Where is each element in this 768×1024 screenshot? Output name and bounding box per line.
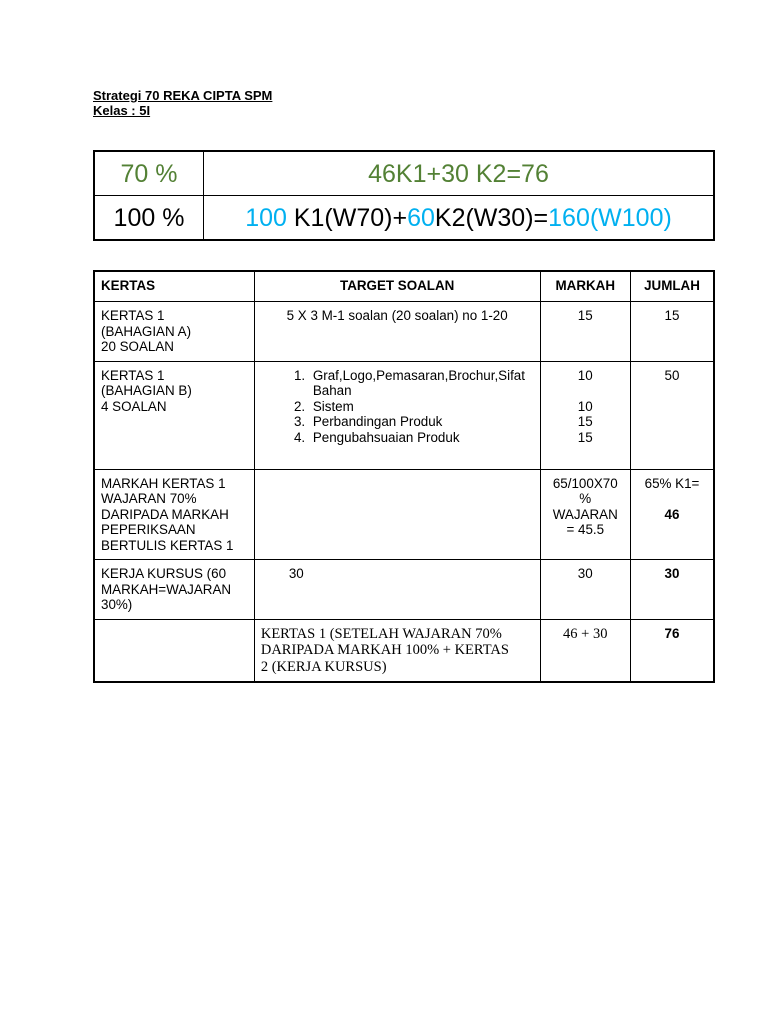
row4-kertas-line: KERJA KURSUS (60 — [101, 566, 227, 581]
row4-markah: 30 — [540, 560, 631, 620]
formula-100-equation — [204, 196, 715, 241]
row3-kertas-line: MARKAH KERTAS 1 — [101, 475, 226, 491]
formula-part-k1: K1(W70)+ — [286, 203, 408, 232]
row1-jumlah: 15 — [631, 302, 714, 362]
row3-jumlah — [631, 469, 714, 560]
row2-markah — [540, 361, 631, 469]
row4-kertas-line: MARKAH=WAJARAN — [101, 581, 232, 597]
heading-class: Kelas : 5I — [93, 103, 151, 118]
row2-kertas-line: 4 SOALAN — [101, 398, 167, 414]
list-item: 3. Perbandingan Produk — [309, 414, 534, 430]
row5-target-line: KERTAS 1 (SETELAH WAJARAN 70% — [260, 625, 502, 642]
header-kertas: KERTAS — [94, 271, 254, 302]
formula-part-60: 60 — [407, 203, 435, 232]
row3-jumlah-value: 46 — [664, 506, 680, 522]
row2-kertas-line: KERTAS 1 — [101, 367, 165, 383]
row2-jumlah: 50 — [631, 361, 714, 469]
table-row — [94, 619, 714, 682]
row4-kertas-line: 30%) — [101, 597, 133, 612]
table-header-row — [94, 271, 714, 302]
formula-70-equation: 46K1+30 K2=76 — [204, 151, 715, 196]
row3-kertas-line: DARIPADA MARKAH — [101, 506, 229, 522]
row3-markah-line: WAJARAN — [552, 506, 618, 522]
row5-kertas — [94, 619, 254, 682]
row3-markah-line: 65/100X70 — [552, 475, 618, 491]
row2-markah-value: 15 — [577, 414, 593, 429]
row2-markah-value: 10 — [577, 398, 593, 414]
row5-jumlah: 76 — [631, 619, 714, 682]
row3-markah-line: = 45.5 — [566, 522, 605, 537]
table-row — [94, 361, 714, 469]
row5-markah: 46 + 30 — [540, 619, 631, 682]
formula-table — [93, 150, 715, 241]
row3-kertas-line: BERTULIS KERTAS 1 — [101, 537, 234, 553]
row3-markah — [540, 469, 631, 560]
row2-markah-value: 15 — [577, 429, 593, 445]
row1-target: 5 X 3 M-1 soalan (20 soalan) no 1-20 — [254, 302, 540, 362]
table-row — [94, 469, 714, 560]
row4-jumlah: 30 — [631, 560, 714, 620]
list-item: 4. Pengubahsuaian Produk — [309, 430, 534, 446]
row1-kertas-line: 20 SOALAN — [101, 339, 174, 354]
formula-label-70: 70 % — [94, 151, 204, 196]
formula-part-total: 160(W100) — [548, 203, 672, 232]
row1-kertas — [94, 302, 254, 362]
table-row — [94, 560, 714, 620]
row5-target-line: DARIPADA MARKAH 100% + KERTAS — [260, 642, 509, 658]
heading-title: Strategi 70 REKA CIPTA SPM — [93, 88, 273, 103]
list-item: 1. Graf,Logo,Pemasaran,Brochur,Sifat Bahan — [309, 368, 534, 399]
formula-label-100: 100 % — [94, 196, 204, 241]
row3-markah-line: % — [579, 491, 592, 506]
row1-kertas-line: KERTAS 1 — [101, 308, 165, 323]
formula-part-k2: K2(W30)= — [434, 203, 549, 232]
row3-target — [254, 469, 540, 560]
formula-row-100 — [94, 196, 714, 241]
row2-kertas — [94, 361, 254, 469]
row5-target — [254, 619, 540, 682]
row3-kertas — [94, 469, 254, 560]
list-item: 2. Sistem — [309, 399, 534, 415]
formula-row-70 — [94, 151, 714, 196]
table-row — [94, 302, 714, 362]
marks-table — [93, 270, 715, 683]
row4-target — [254, 560, 540, 620]
row2-kertas-line: (BAHAGIAN B) — [101, 383, 192, 398]
document-heading — [93, 88, 272, 118]
row4-kertas — [94, 560, 254, 620]
row3-jumlah-label: 65% K1= — [644, 475, 700, 491]
row1-markah: 15 — [540, 302, 631, 362]
row3-kertas-line: WAJARAN 70% — [101, 491, 197, 506]
formula-part-100: 100 — [245, 203, 287, 232]
row1-kertas-line: (BAHAGIAN A) — [101, 323, 192, 339]
header-target-soalan: TARGET SOALAN — [254, 271, 540, 302]
row3-kertas-line: PEPERIKSAAN — [101, 522, 196, 537]
header-markah: MARKAH — [540, 271, 631, 302]
header-jumlah: JUMLAH — [631, 271, 714, 302]
row2-target — [254, 361, 540, 469]
row2-markah-value: 10 — [577, 367, 593, 383]
row2-target-list — [261, 368, 534, 446]
row4-target-value: 30 — [288, 566, 304, 581]
row5-target-line: 2 (KERJA KURSUS) — [260, 658, 387, 675]
